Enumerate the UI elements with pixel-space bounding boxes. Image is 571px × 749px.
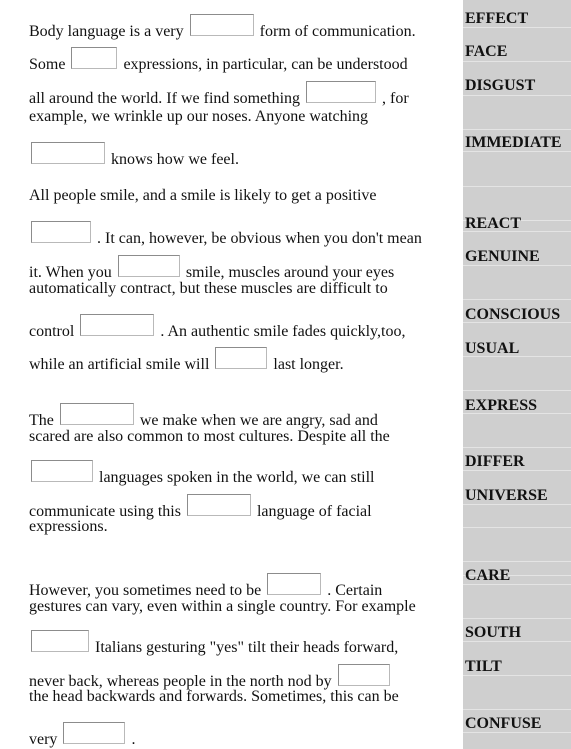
answer-box-8[interactable] — [215, 347, 267, 369]
text-segment: gestures can vary, even within a single country. For example — [29, 598, 416, 615]
text-line — [29, 221, 422, 247]
word-bank-row — [463, 124, 571, 152]
text-segment: never back, whereas people in the north nod by — [29, 673, 336, 690]
text-line — [29, 403, 378, 429]
word-bank-item: EXPRESS — [465, 397, 538, 414]
answer-box-13[interactable] — [31, 630, 89, 652]
text-segment: form of communication. — [255, 23, 416, 40]
answer-box-9[interactable] — [60, 403, 134, 425]
text-line — [29, 598, 416, 615]
word-bank-item: USUAL — [465, 340, 520, 357]
answer-box-14[interactable] — [338, 664, 390, 686]
text-line — [29, 428, 390, 445]
word-bank-row — [463, 238, 571, 266]
text-line — [29, 347, 344, 373]
text-line — [29, 688, 399, 705]
answer-box-5[interactable] — [31, 221, 91, 243]
word-bank-row — [463, 159, 571, 187]
answer-box-10[interactable] — [31, 460, 93, 482]
text-segment: expressions, in particular, can be understood — [119, 56, 408, 73]
word-bank-item: CONFUSE — [465, 715, 542, 732]
text-segment: . It can, however, be obvious when you don't mean — [93, 230, 422, 247]
text-segment: Italians gesturing "yes" tilt their heads forward, — [91, 639, 399, 656]
answer-box-3[interactable] — [306, 81, 376, 103]
word-bank-row — [463, 386, 571, 414]
text-segment: Some — [29, 56, 70, 73]
text-line — [29, 573, 382, 599]
text-line — [29, 630, 398, 656]
text-segment: The — [29, 412, 58, 429]
text-segment: example, we wrinkle up our noses. Anyone watching — [29, 108, 369, 125]
word-bank-row — [463, 500, 571, 528]
word-bank-row — [463, 705, 571, 733]
text-segment: the head backwards and forwards. Sometimes, this can be — [29, 688, 399, 705]
text-line — [29, 108, 368, 125]
text-segment: while an artificial smile will — [29, 356, 214, 373]
text-line — [29, 142, 239, 168]
text-segment: last longer. — [269, 356, 344, 373]
gap-fill-text — [29, 0, 459, 749]
text-segment: . An authentic smile fades quickly,too, — [156, 323, 406, 340]
word-bank-row — [463, 648, 571, 676]
text-segment: scared are also common to most cultures. Despite all the — [29, 428, 390, 445]
text-segment: expressions. — [29, 518, 108, 535]
word-bank-item: CONSCIOUS — [465, 306, 561, 323]
answer-box-6[interactable] — [118, 255, 180, 277]
word-bank-column — [463, 0, 571, 749]
text-segment: However, you sometimes need to be — [29, 582, 266, 599]
word-bank-item: TILT — [465, 658, 502, 675]
word-bank-row — [463, 614, 571, 642]
text-segment: automatically contract, but these muscles are difficult to — [29, 280, 388, 297]
text-line — [29, 664, 392, 690]
text-line — [29, 518, 108, 535]
text-segment: communicate using this — [29, 503, 185, 520]
word-bank-item: IMMEDIATE — [465, 134, 562, 151]
text-segment: Body language is a very — [29, 23, 188, 40]
text-segment: language of facial — [252, 503, 372, 520]
word-bank-row — [463, 329, 571, 357]
word-bank-row — [463, 0, 571, 28]
word-bank-row — [463, 443, 571, 471]
answer-box-4[interactable] — [31, 142, 105, 164]
word-bank-row — [463, 295, 571, 323]
text-segment: all around the world. If we find something — [29, 90, 305, 107]
text-line — [29, 255, 394, 281]
text-line — [29, 460, 375, 486]
word-bank-row — [463, 557, 571, 585]
text-line — [29, 494, 372, 520]
text-segment: . — [127, 731, 136, 748]
text-segment: All people smile, and a smile is likely to get a positive — [29, 187, 377, 204]
word-bank-item: FACE — [465, 43, 508, 60]
text-line — [29, 81, 409, 107]
text-line — [29, 722, 135, 748]
text-segment: it. When you — [29, 264, 116, 281]
text-line — [29, 187, 377, 204]
word-bank-row — [463, 204, 571, 232]
answer-box-2[interactable] — [71, 47, 117, 69]
text-line — [29, 47, 408, 73]
text-line — [29, 14, 416, 40]
word-bank-item: DIFFER — [465, 453, 525, 470]
word-bank-row — [463, 34, 571, 62]
word-bank-row — [463, 68, 571, 96]
word-bank-item: EFFECT — [465, 10, 529, 27]
text-segment: we make when we are angry, sad and — [135, 412, 378, 429]
word-bank-item: UNIVERSE — [465, 487, 548, 504]
text-segment: knows how we feel. — [107, 151, 239, 168]
text-segment: , for — [378, 90, 409, 107]
text-segment: . Certain — [323, 582, 383, 599]
text-segment: control — [29, 323, 79, 340]
text-segment: very — [29, 731, 62, 748]
answer-box-1[interactable] — [190, 14, 254, 36]
text-segment: smile, muscles around your eyes — [181, 264, 395, 281]
text-line — [29, 314, 405, 340]
word-bank-item: REACT — [465, 215, 522, 232]
word-bank-item: DISGUST — [465, 77, 536, 94]
answer-box-7[interactable] — [80, 314, 154, 336]
answer-box-12[interactable] — [267, 573, 321, 595]
word-bank-item: CARE — [465, 567, 511, 584]
answer-box-11[interactable] — [187, 494, 251, 516]
answer-box-15[interactable] — [63, 722, 125, 744]
word-bank-item: SOUTH — [465, 624, 522, 641]
text-line — [29, 280, 388, 297]
word-bank-item: GENUINE — [465, 248, 540, 265]
text-segment: languages spoken in the world, we can still — [95, 469, 375, 486]
